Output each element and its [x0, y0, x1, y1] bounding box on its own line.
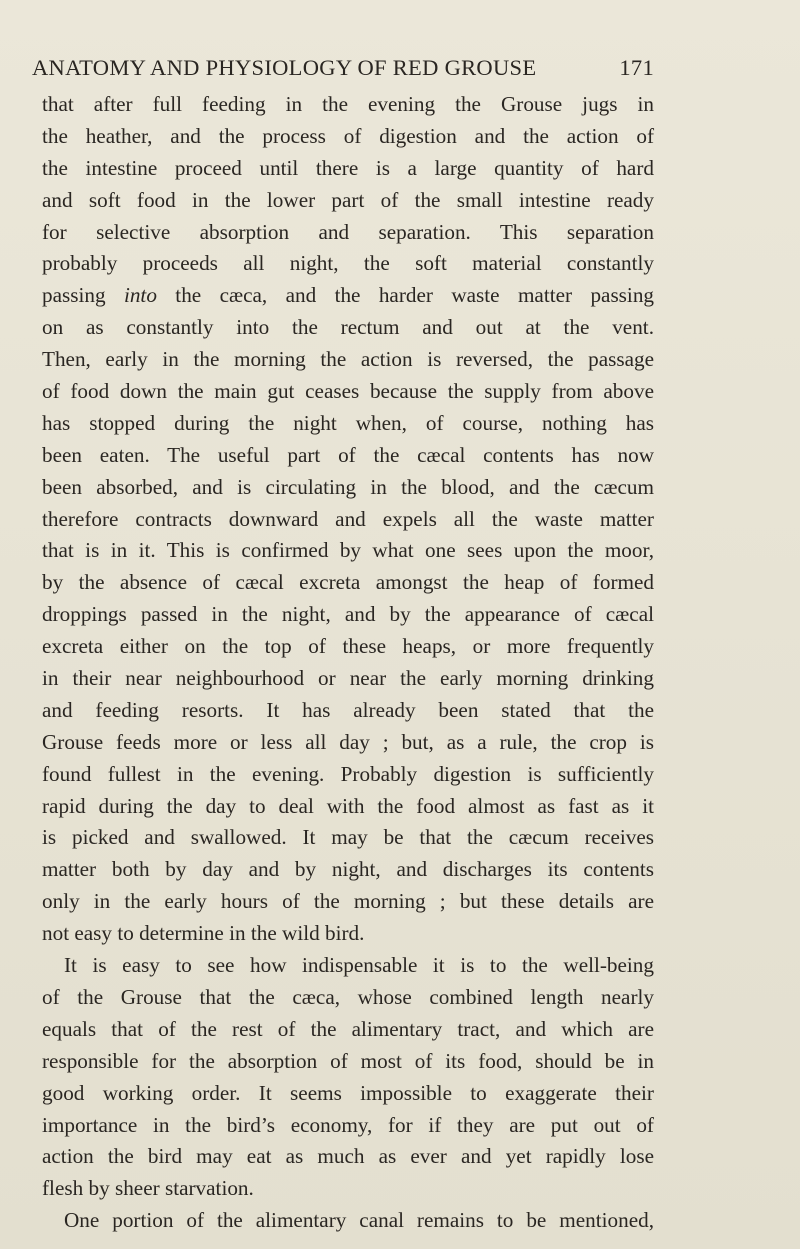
text-segment: passing: [42, 283, 124, 308]
text-line: Then, early in the morning the action is reversed, the passage: [42, 347, 654, 372]
text-line: It is easy to see how indispensable it is to the well-being: [64, 953, 654, 978]
text-line: flesh by sheer starvation.: [42, 1176, 254, 1201]
text-line: and feeding resorts. It has already been stated that the: [42, 697, 654, 722]
text-line: rapid during the day to deal with the food almost as fast as it: [42, 793, 654, 818]
text-line: in their near neighbourhood or near the early morning drinking: [42, 666, 654, 691]
text-line: action the bird may eat as much as ever and yet rapidly lose: [42, 1144, 654, 1169]
text-line: probably proceeds all night, the soft material constantly: [42, 251, 654, 276]
text-line: good working order. It seems impossible to exaggerate their: [42, 1080, 654, 1105]
text-line: only in the early hours of the morning ; but these details are: [42, 889, 654, 914]
text-line: the heather, and the process of digestion and the action of: [42, 123, 654, 148]
text-line: One portion of the alimentary canal remains to be mentioned,: [64, 1208, 654, 1233]
text-line: of food down the main gut ceases because the supply from above: [42, 379, 654, 404]
text-line: [42, 280, 654, 312]
text-line: therefore contracts downward and expels all the waste matter: [42, 506, 654, 531]
page-number: 171: [619, 55, 654, 80]
text-line: been absorbed, and is circulating in the blood, and the cæcum: [42, 474, 654, 499]
text-line: importance in the bird’s economy, for if they are put out of: [42, 1112, 654, 1137]
text-line: equals that of the rest of the alimentary tract, and which are: [42, 1016, 654, 1041]
text-line: by the absence of cæcal excreta amongst the heap of formed: [42, 570, 654, 595]
text-line: found fullest in the evening. Probably digestion is sufficiently: [42, 761, 654, 786]
text-line: droppings passed in the night, and by the appearance of cæcal: [42, 602, 654, 627]
text-line: for selective absorption and separation. This separation: [42, 219, 654, 244]
text-line: excreta either on the top of these heaps, or more frequently: [42, 634, 654, 659]
text-line: that is in it. This is confirmed by what one sees upon the moor,: [42, 538, 654, 563]
text-line: matter both by day and by night, and discharges its contents: [42, 857, 654, 882]
text-line: the intestine proceed until there is a large quantity of hard: [42, 155, 654, 180]
text-line: on as constantly into the rectum and out at the vent.: [42, 315, 654, 340]
text-segment: the cæca, and the harder waste matter passing: [156, 283, 655, 308]
text-line: is picked and swallowed. It may be that the cæcum receives: [42, 825, 654, 850]
text-line: been eaten. The useful part of the cæcal contents has now: [42, 442, 654, 467]
text-line: not easy to determine in the wild bird.: [42, 921, 365, 946]
text-line: that after full feeding in the evening the Grouse jugs in: [42, 92, 654, 116]
text-line: has stopped during the night when, of course, nothing has: [42, 410, 654, 435]
running-head-title: ANATOMY AND PHYSIOLOGY OF RED GROUSE: [32, 55, 537, 80]
body-text: [42, 89, 654, 1237]
text-line: responsible for the absorption of most of its food, should be in: [42, 1048, 654, 1073]
text-line: and soft food in the lower part of the small intestine ready: [42, 187, 654, 212]
italic-word: into: [123, 283, 157, 308]
text-line: Grouse feeds more or less all day ; but, as a rule, the crop is: [42, 729, 654, 754]
text-line: of the Grouse that the cæca, whose combined length nearly: [42, 984, 654, 1009]
